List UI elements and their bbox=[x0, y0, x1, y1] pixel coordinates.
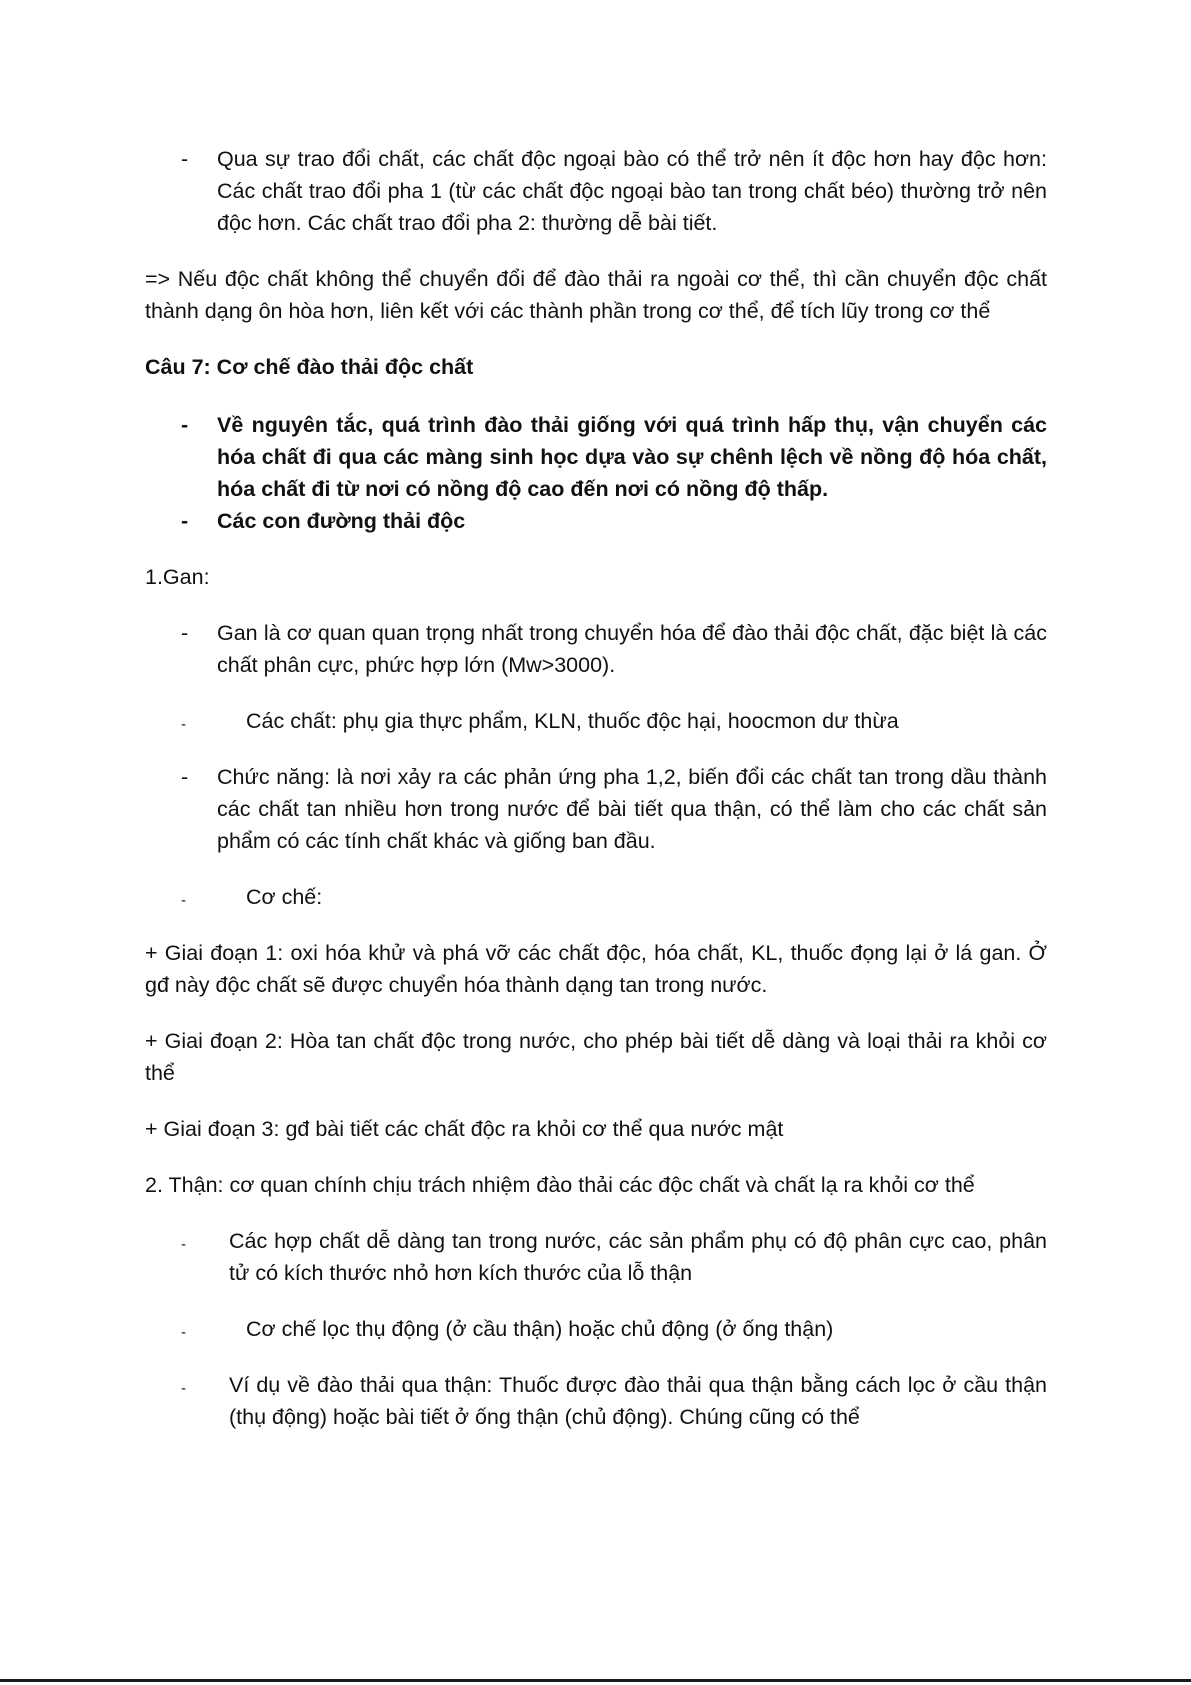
bullet-dash: - bbox=[181, 1236, 186, 1253]
principle-bullet bbox=[145, 409, 1047, 505]
principle-bullet-text: Về nguyên tắc, quá trình đào thải giống với quá trình hấp thụ, vận chuyển các hóa chất đi qua các màng sinh học dựa vào sự chênh lệch về nồng độ hóa chất, hóa chất đi từ nơi có nồng độ cao đến nơi có nồng độ thấp. bbox=[217, 413, 1047, 501]
bullet-dash: - bbox=[181, 147, 189, 171]
kidney-bullet-text: Các hợp chất dễ dàng tan trong nước, các sản phẩm phụ có độ phân cực cao, phân tử có kích thước nhỏ hơn kích thước của lỗ thận bbox=[229, 1229, 1047, 1285]
stage-paragraph: + Giai đoạn 3: gđ bài tiết các chất độc ra khỏi cơ thể qua nước mật bbox=[145, 1117, 784, 1141]
liver-bullet-text: Gan là cơ quan quan trọng nhất trong chuyển hóa để đào thải độc chất, đặc biệt là các chất phân cực, phức hợp lớn (Mw>3000). bbox=[217, 621, 1047, 677]
liver-heading: 1.Gan: bbox=[145, 565, 210, 589]
routes-bullet bbox=[145, 505, 1047, 537]
document-page bbox=[145, 143, 1047, 1433]
stage-paragraph: + Giai đoạn 2: Hòa tan chất độc trong nước, cho phép bài tiết dễ dàng và loại thải ra khỏi cơ thể bbox=[145, 1029, 1047, 1085]
conclusion-paragraph: => Nếu độc chất không thể chuyển đổi để đào thải ra ngoài cơ thể, thì cần chuyển độc chất thành dạng ôn hòa hơn, liên kết với các thành phần trong cơ thể, để tích lũy trong cơ thể bbox=[145, 267, 1047, 323]
liver-bullet bbox=[145, 881, 1047, 913]
kidney-bullet bbox=[145, 1225, 1047, 1289]
liver-bullet bbox=[145, 705, 1047, 737]
page-bottom-rule bbox=[0, 1679, 1191, 1682]
kidney-bullet bbox=[145, 1313, 1047, 1345]
bullet-dash: - bbox=[181, 621, 189, 645]
bullet-dash: - bbox=[181, 765, 189, 789]
bullet-dash: - bbox=[181, 509, 189, 533]
bullet-dash: - bbox=[181, 413, 189, 437]
kidney-bullet-text: Cơ chế lọc thụ động (ở cầu thận) hoặc chủ động (ở ống thận) bbox=[246, 1317, 834, 1341]
liver-bullet bbox=[145, 761, 1047, 857]
bullet-dash: - bbox=[181, 1380, 186, 1397]
kidney-bullet bbox=[145, 1369, 1047, 1433]
intro-bullet-text: Qua sự trao đổi chất, các chất độc ngoại bào có thể trở nên ít độc hơn hay độc hơn: Các chất trao đổi pha 1 (từ các chất độc ngoại bào tan trong chất béo) thường trở nên độc hơn. Các chất trao đổi pha 2: thường dễ bài tiết. bbox=[217, 147, 1047, 235]
stage-paragraph: + Giai đoạn 1: oxi hóa khử và phá vỡ các chất độc, hóa chất, KL, thuốc đọng lại ở lá gan. Ở gđ này độc chất sẽ được chuyển hóa thành dạng tan trong nước. bbox=[145, 941, 1047, 997]
kidney-bullet-text: Ví dụ về đào thải qua thận: Thuốc được đào thải qua thận bằng cách lọc ở cầu thận (thụ động) hoặc bài tiết ở ống thận (chủ động). Chúng cũng có thể bbox=[229, 1373, 1047, 1429]
liver-bullet-text: Cơ chế: bbox=[246, 885, 323, 909]
liver-bullet bbox=[145, 617, 1047, 681]
routes-bullet-text: Các con đường thải độc bbox=[217, 509, 466, 533]
liver-bullet-text: Chức năng: là nơi xảy ra các phản ứng pha 1,2, biến đổi các chất tan trong dầu thành các chất tan nhiều hơn trong nước để bài tiết qua thận, có thể làm cho các chất sản phẩm có các tính chất khác và giống ban đầu. bbox=[217, 765, 1047, 853]
bullet-dash: - bbox=[181, 1324, 186, 1341]
kidney-heading: 2. Thận: cơ quan chính chịu trách nhiệm đào thải các độc chất và chất lạ ra khỏi cơ thể bbox=[145, 1173, 975, 1197]
bullet-dash: - bbox=[181, 892, 186, 909]
liver-bullet-text: Các chất: phụ gia thực phẩm, KLN, thuốc độc hại, hoocmon dư thừa bbox=[246, 709, 899, 733]
bullet-dash: - bbox=[181, 716, 186, 733]
question-title: Câu 7: Cơ chế đào thải độc chất bbox=[145, 355, 474, 379]
intro-bullet bbox=[145, 143, 1047, 239]
